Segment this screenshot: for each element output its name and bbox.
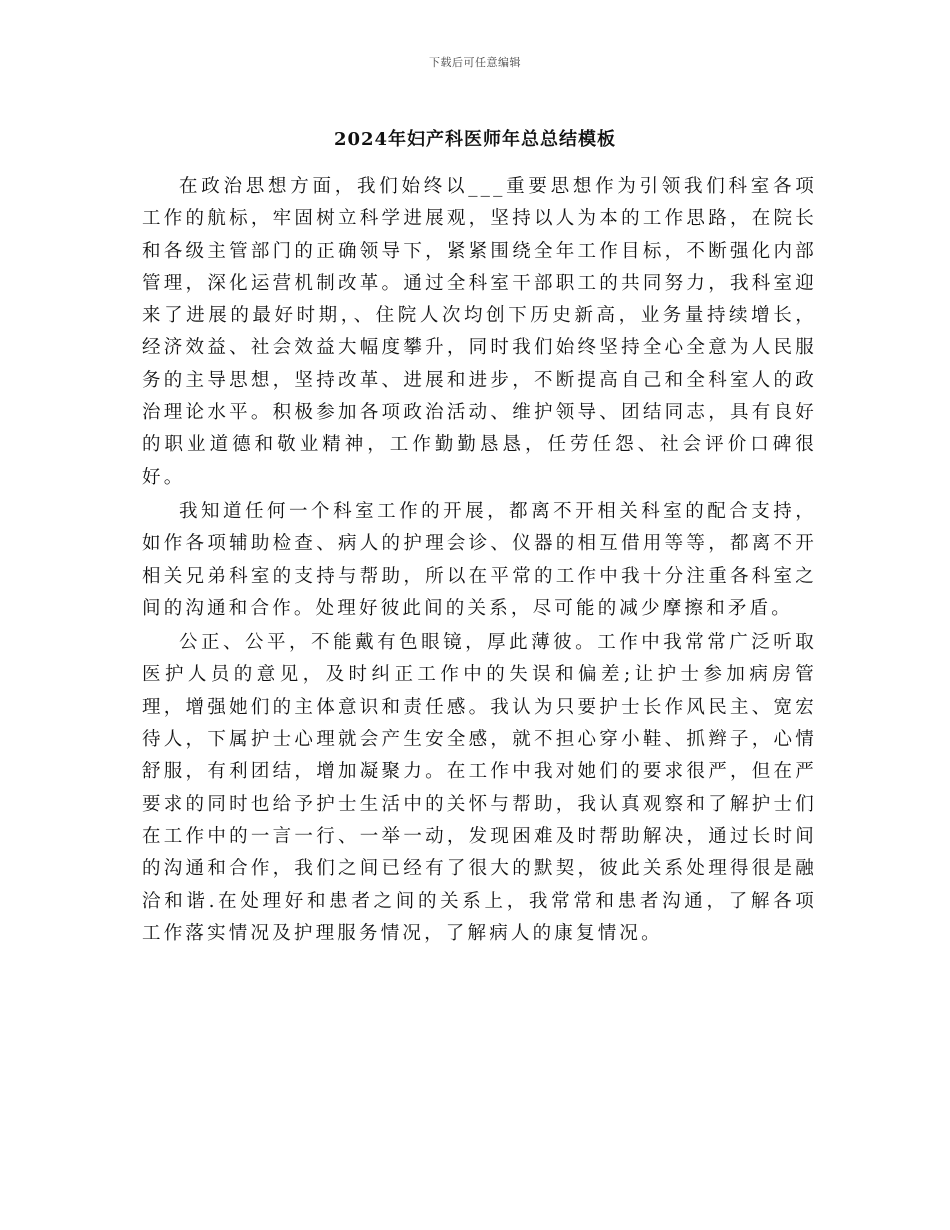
paragraph-political-thought: 在政治思想方面，我们始终以___重要思想作为引领我们科室各项工作的航标，牢固树立科学进展观，坚持以人为本的工作思路，在院长和各级主管部门的正确领导下，紧紧围绕全年工作目标，不断强化内部管理，深化运营机制改革。通过全科室干部职工的共同努力，我科室迎来了进展的最好时期，、住院人次均创下历史新高，业务量持续增长，经济效益、社会效益大幅度攀升，同时我们始终坚持全心全意为人民服务的主导思想，坚持改革、进展和进步，不断提高自己和全科室人的政治理论水平。积极参加各项政治活动、维护领导、团结同志，具有良好的职业道德和敬业精神，工作勤勤恳恳，任劳任怨、社会评价口碑很好。 bbox=[142, 176, 817, 488]
paragraph-fairness-management: 公正、公平，不能戴有色眼镜，厚此薄彼。工作中我常常广泛听取医护人员的意见，及时纠正工作中的失误和偏差;让护士参加病房管理，增强她们的主体意识和责任感。我认为只要护士长作风民主、宽宏待人，下属护士心理就会产生安全感，就不担心穿小鞋、抓辫子，心情舒服，有利团结，增加凝聚力。在工作中我对她们的要求很严，但在严要求的同时也给予护士生活中的关怀与帮助，我认真观察和了解护士们在工作中的一言一行、一举一动，发现困难及时帮助解决，通过长时间的沟通和合作，我们之间已经有了很大的默契，彼此关系处理得很是融洽和谐.在处理好和患者之间的关系上，我常常和患者沟通，了解各项工作落实情况及护理服务情况，了解病人的康复情况。 bbox=[142, 632, 817, 944]
document-body bbox=[142, 171, 817, 952]
header-note: 下载后可任意编辑 bbox=[429, 56, 521, 69]
paragraph-department-cooperation: 我知道任何一个科室工作的开展，都离不开相关科室的配合支持，如作各项辅助检查、病人的护理会诊、仪器的相互借用等等，都离不开相关兄弟科室的支持与帮助，所以在平常的工作中我十分注重各科室之间的沟通和合作。处理好彼此间的关系，尽可能的减少摩擦和矛盾。 bbox=[142, 500, 817, 619]
document-title: 2024年妇产科医师年总总结模板 bbox=[333, 129, 617, 150]
